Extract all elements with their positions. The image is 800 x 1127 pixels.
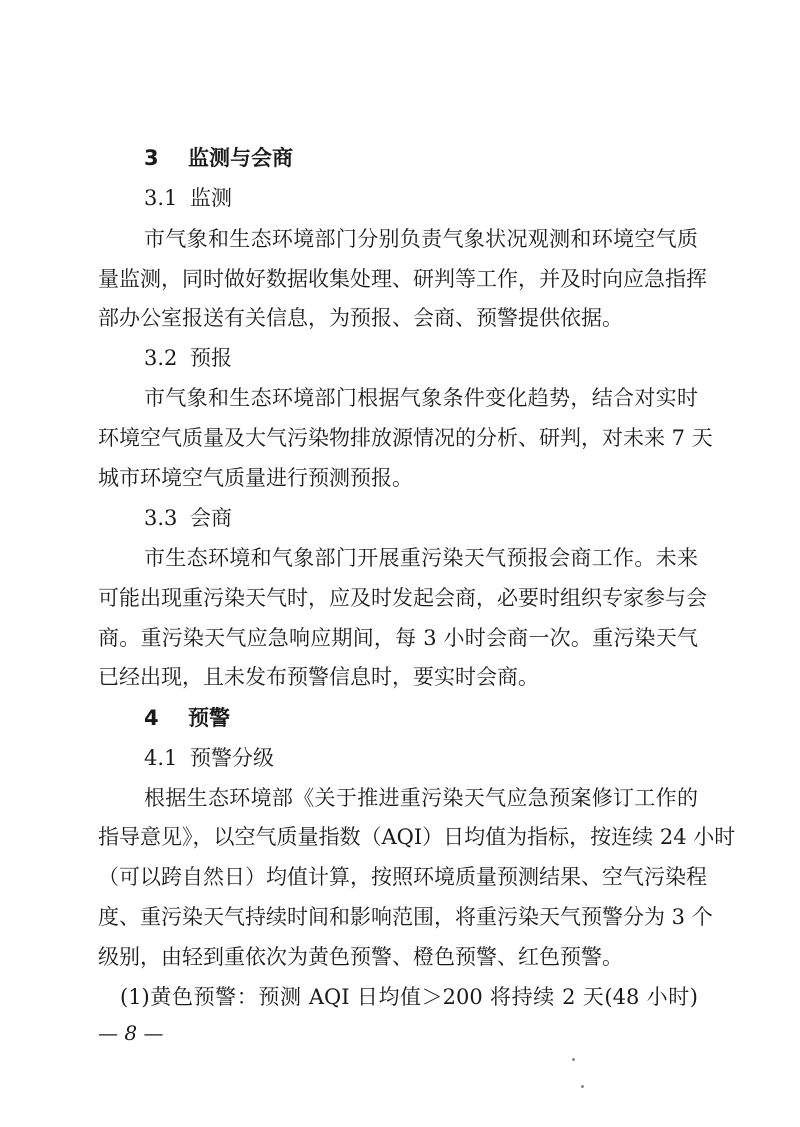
section-3-title: 监测与会商 xyxy=(188,146,293,170)
section-3-1-title: 监测 xyxy=(190,186,232,210)
section-3-2-number: 3.2 xyxy=(144,346,178,370)
warning-item-yellow: (1)黄色预警：预测 AQI 日均值＞200 将持续 2 天(48 小时) xyxy=(120,985,698,1009)
paragraph-line: 可能出现重污染天气时，应及时发起会商，必要时组织专家参与会 xyxy=(98,586,707,610)
paragraph-line: 度、重污染天气持续时间和影响范围，将重污染天气预警分为 3 个 xyxy=(98,905,713,929)
paragraph-line: 市气象和生态环境部门分别负责气象状况观测和环境空气质 xyxy=(144,227,698,251)
section-3-number: 3 xyxy=(144,146,159,170)
paragraph-line: 部办公室报送有关信息，为预报、会商、预警提供依据。 xyxy=(98,306,623,330)
section-3-2-title: 预报 xyxy=(190,346,232,370)
page-number: — 8 — xyxy=(98,1021,164,1045)
section-3-1-heading xyxy=(144,183,232,213)
paragraph-line: 量监测，同时做好数据收集处理、研判等工作，并及时向应急指挥 xyxy=(98,267,707,291)
section-4-title: 预警 xyxy=(188,706,230,730)
section-3-2-heading xyxy=(144,343,232,373)
section-4-1-title: 预警分级 xyxy=(190,746,274,770)
paragraph-line: 根据生态环境部《关于推进重污染天气应急预案修订工作的 xyxy=(144,786,698,810)
section-3-heading xyxy=(144,143,293,173)
paragraph-line: 市气象和生态环境部门根据气象条件变化趋势，结合对实时 xyxy=(144,386,698,410)
paragraph-line: 市生态环境和气象部门开展重污染天气预报会商工作。未来 xyxy=(144,546,698,570)
paragraph-line: （可以跨自然日）均值计算，按照环境质量预测结果、空气污染程 xyxy=(98,865,707,889)
section-3-3-title: 会商 xyxy=(190,506,232,530)
section-4-heading xyxy=(144,703,230,733)
section-3-3-heading xyxy=(144,503,232,533)
section-4-number: 4 xyxy=(144,706,159,730)
paragraph-line: 环境空气质量及大气污染物排放源情况的分析、研判，对未来 7 天 xyxy=(98,426,713,450)
section-4-1-number: 4.1 xyxy=(144,746,178,770)
section-3-3-number: 3.3 xyxy=(144,506,178,530)
scan-speck xyxy=(572,1058,575,1061)
section-3-1-number: 3.1 xyxy=(144,186,178,210)
paragraph-line: 城市环境空气质量进行预测预报。 xyxy=(98,466,413,490)
section-4-1-heading xyxy=(144,743,274,773)
scan-speck xyxy=(581,1085,584,1088)
paragraph-line: 指导意见》，以空气质量指数（AQI）日均值为指标，按连续 24 小时 xyxy=(98,825,736,849)
paragraph-line: 商。重污染天气应急响应期间，每 3 小时会商一次。重污染天气 xyxy=(98,626,698,650)
paragraph-line: 级别，由轻到重依次为黄色预警、橙色预警、红色预警。 xyxy=(98,945,623,969)
paragraph-line: 已经出现，且未发布预警信息时，要实时会商。 xyxy=(98,665,539,689)
